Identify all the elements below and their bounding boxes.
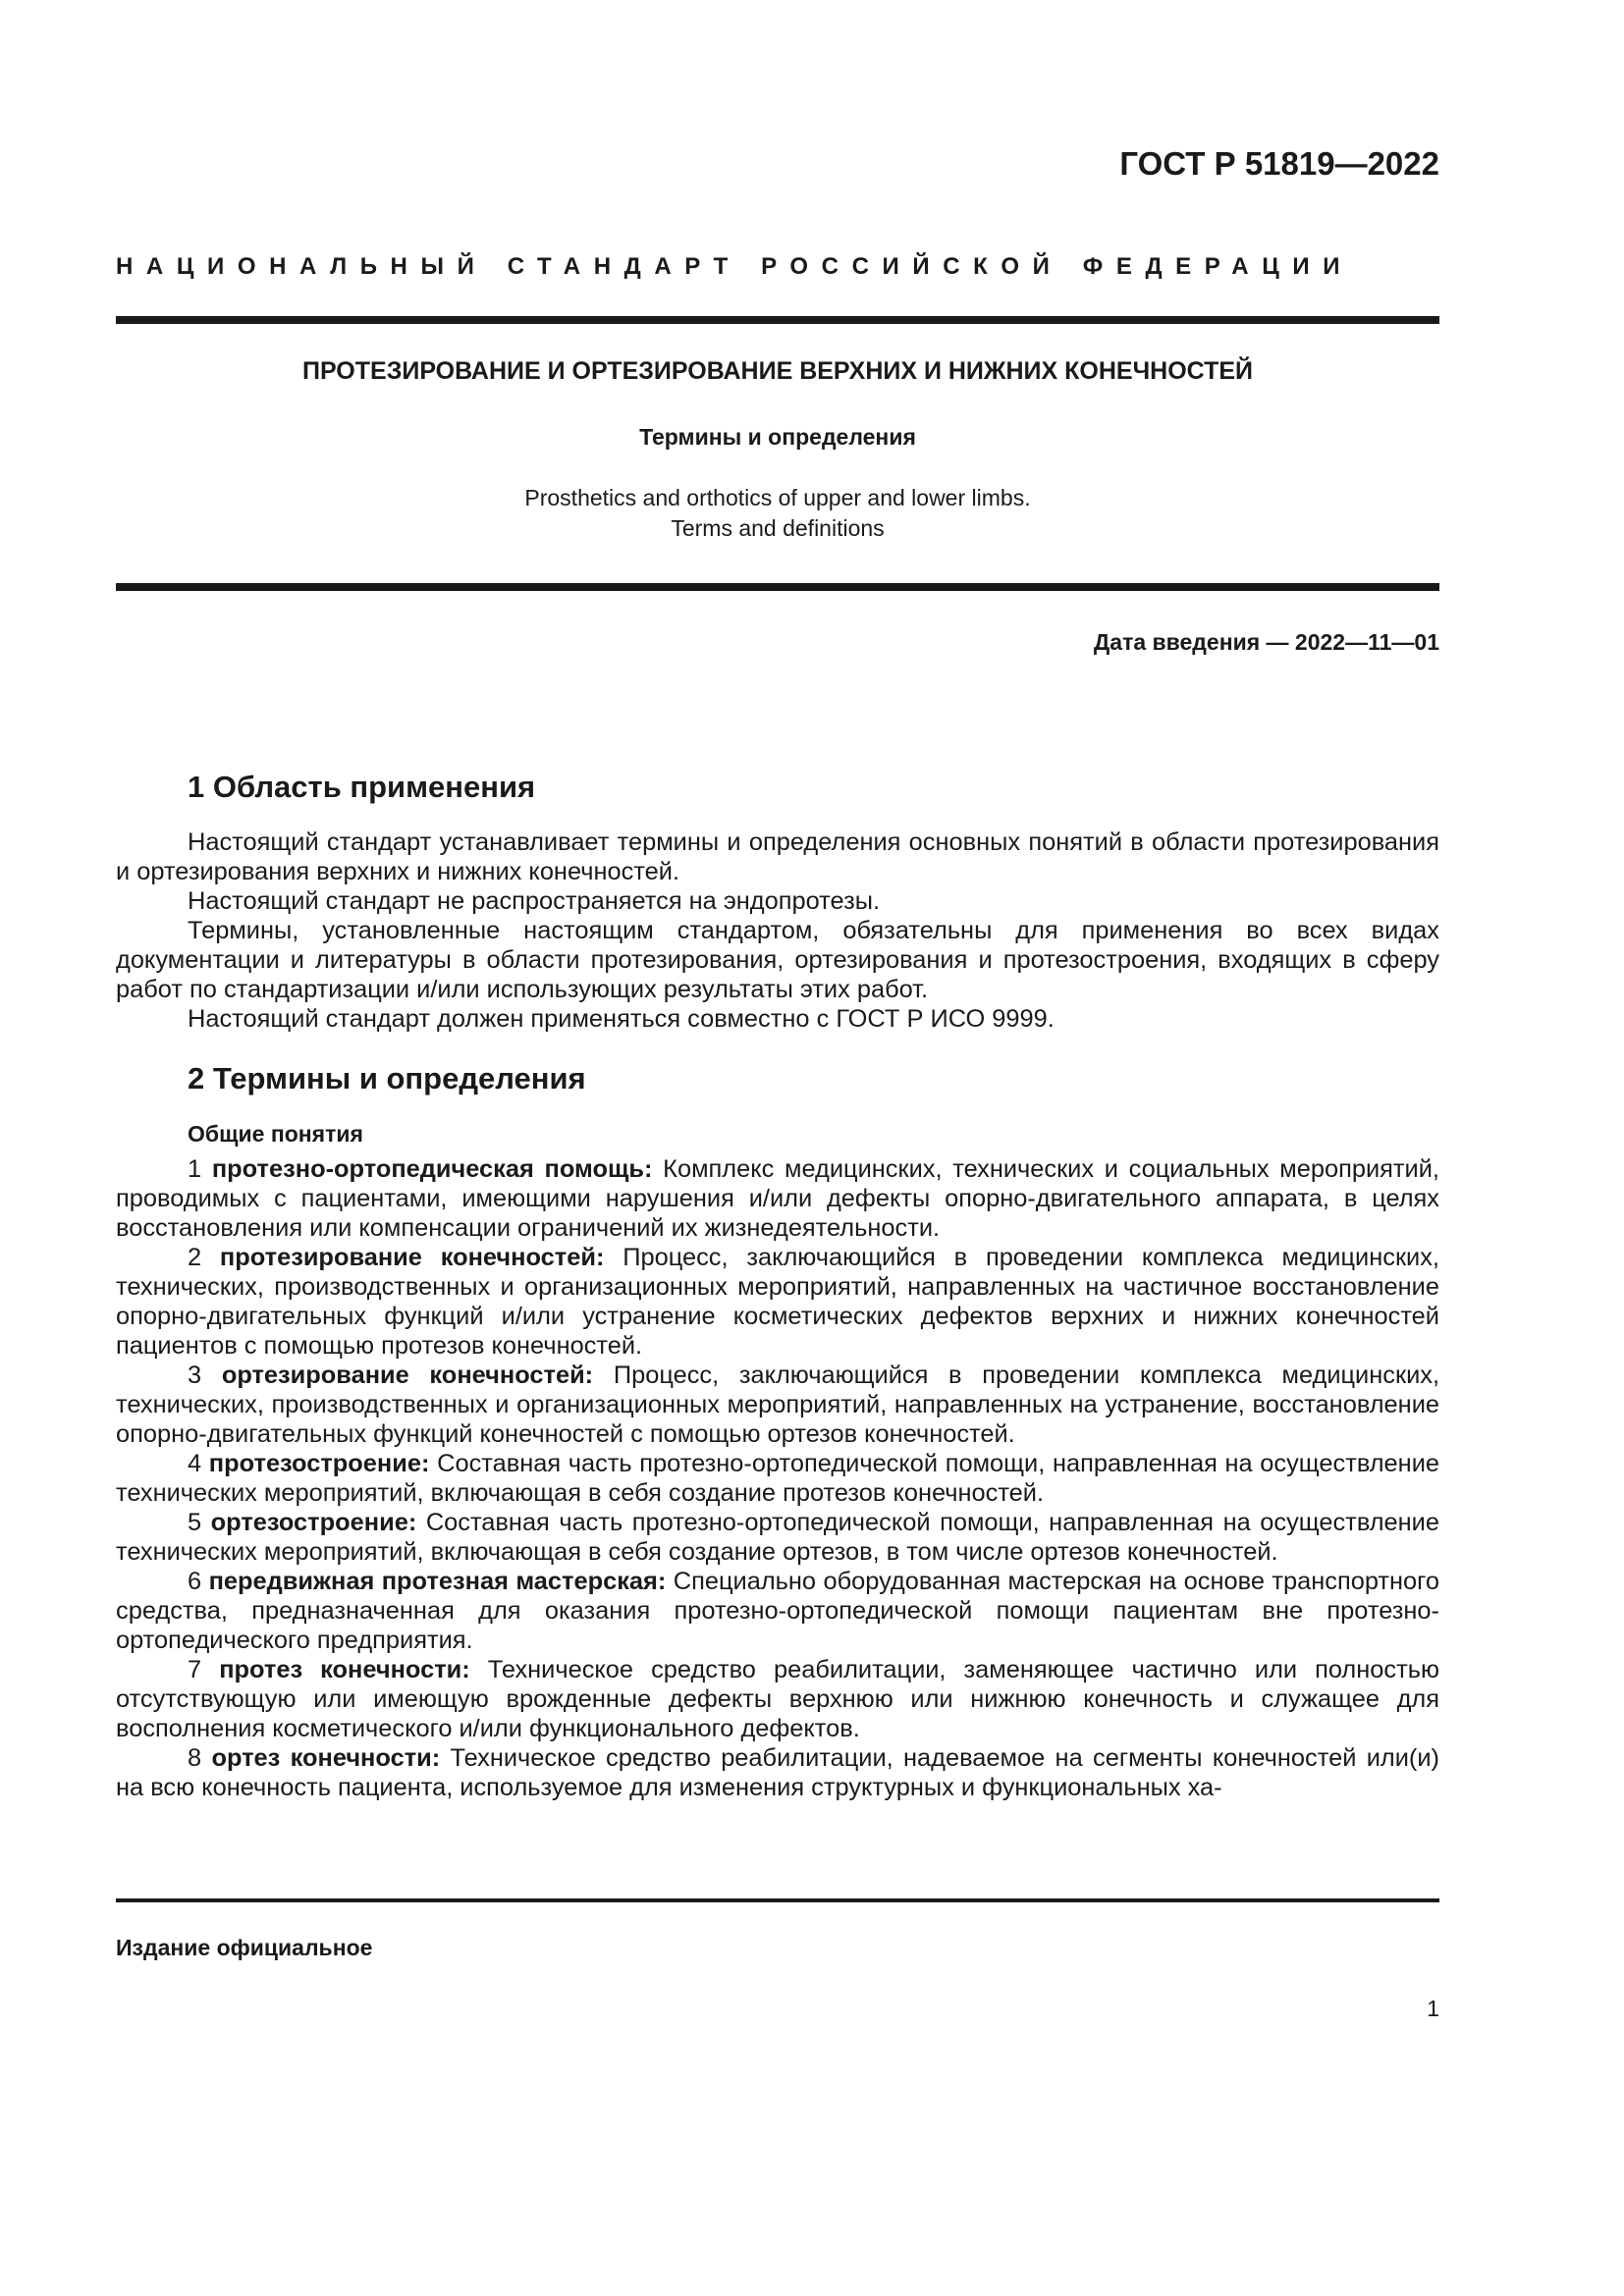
term-number: 5 bbox=[188, 1509, 202, 1536]
introduction-date: Дата введения — 2022—11—01 bbox=[1093, 629, 1439, 655]
section-2-heading: 2 Термины и определения bbox=[188, 1061, 586, 1095]
term-name: ортез конечности: bbox=[211, 1744, 441, 1772]
title-bottom-rule bbox=[116, 583, 1439, 591]
term-name: передвижная протезная мастерская: bbox=[208, 1568, 667, 1595]
term-entry bbox=[116, 1567, 1439, 1655]
term-name: протезно-ортопедическая помощь: bbox=[211, 1155, 653, 1183]
term-definition: Составная часть протезно-ортопедической помощи, направленная на осуществление технических мероприятий, включающая в себя создание протезов конечностей. bbox=[116, 1450, 1439, 1507]
term-number: 3 bbox=[188, 1362, 202, 1389]
section-2-subheading: Общие понятия bbox=[188, 1121, 363, 1147]
term-entry bbox=[116, 1655, 1439, 1743]
top-rule bbox=[116, 316, 1439, 324]
term-definition: Комплекс медицинских, технических и социальных мероприятий, проводимых с пациентами, имеющими нарушения и/или дефекты опорно-двигательного аппарата, в целях восстановления или компенсации ограничений их жизнедеятельности. bbox=[116, 1155, 1439, 1242]
term-number: 4 bbox=[188, 1450, 202, 1477]
term-definition: Техническое средство реабилитации, заменяющее частично или полностью отсутствующую или имеющую врожденные дефекты верхнюю или нижнюю конечность и служащее для восполнения косметического и/или функционального дефектов. bbox=[116, 1656, 1439, 1742]
term-number: 6 bbox=[188, 1568, 202, 1595]
term-definition: Процесс, заключающийся в проведении комплекса медицинских, технических, производственных и организационных мероприятий, направленных на устранение, восстановление опорно-двигательных функций конечностей с помощью ортезов конечностей. bbox=[116, 1362, 1439, 1448]
document-subtitle: Термины и определения bbox=[639, 424, 916, 450]
document-code: ГОСТ Р 51819—2022 bbox=[1119, 145, 1439, 182]
official-edition-label: Издание официальное bbox=[116, 1935, 373, 1960]
term-definition: Техническое средство реабилитации, надеваемое на сегменты конечностей или(и) на всю конечность пациента, используемое для изменения структурных и функциональных ха- bbox=[116, 1744, 1439, 1801]
page-number: 1 bbox=[1427, 1996, 1439, 2021]
term-definition: Процесс, заключающийся в проведении комплекса медицинских, технических, производственных и организационных мероприятий, направленных на частичное восстановление опорно-двигательных функций и/или устранение косметических дефектов верхних и нижних конечностей пациентов с помощью протезов конечностей. bbox=[116, 1244, 1439, 1360]
term-entry bbox=[116, 1154, 1439, 1243]
term-number: 2 bbox=[188, 1244, 202, 1271]
term-entry bbox=[116, 1243, 1439, 1361]
term-number: 1 bbox=[188, 1155, 202, 1183]
document-body bbox=[116, 769, 1439, 1802]
term-entry bbox=[116, 1449, 1439, 1508]
document-title: ПРОТЕЗИРОВАНИЕ И ОРТЕЗИРОВАНИЕ ВЕРХНИХ И НИЖНИХ КОНЕЧНОСТЕЙ bbox=[301, 357, 1253, 385]
term-name: протезостроение: bbox=[208, 1450, 430, 1477]
section-1-paragraph: Настоящий стандарт устанавливает термины и определения основных понятий в области протезирования и ортезирования верхних и нижних конечностей. bbox=[116, 828, 1439, 885]
section-1-paragraph: Термины, установленные настоящим стандартом, обязательны для применения во всех видах документации и литературы в области протезирования, ортезирования и протезостроения, входящих в сферу работ по стандартизации и/или использующих результаты этих работ. bbox=[116, 917, 1439, 1003]
term-number: 7 bbox=[188, 1656, 202, 1683]
term-entry bbox=[116, 1508, 1439, 1567]
english-title-line1: Prosthetics and orthotics of upper and lower limbs. bbox=[524, 485, 1031, 510]
term-name: протезирование конечностей: bbox=[219, 1244, 605, 1271]
term-name: протез конечности: bbox=[219, 1656, 470, 1683]
term-definition: Специально оборудованная мастерская на основе транспортного средства, предназначенная для оказания протезно-ортопедической помощи пациентам вне протезно-ортопедического предприятия. bbox=[116, 1568, 1439, 1654]
term-name: ортезостроение: bbox=[210, 1509, 417, 1536]
national-standard-banner: НАЦИОНАЛЬНЫЙ СТАНДАРТ РОССИЙСКОЙ ФЕДЕРАЦИИ bbox=[116, 253, 1354, 280]
term-entry bbox=[116, 1361, 1439, 1449]
english-title bbox=[116, 483, 1439, 544]
term-entry bbox=[116, 1743, 1439, 1802]
footer-rule bbox=[116, 1898, 1439, 1902]
term-definition: Составная часть протезно-ортопедической помощи, направленная на осуществление технических мероприятий, включающая в себя создание ортезов, в том числе ортезов конечностей. bbox=[116, 1509, 1439, 1566]
term-number: 8 bbox=[188, 1744, 202, 1772]
section-1-heading: 1 Область применения bbox=[188, 770, 536, 804]
english-title-line2: Terms and definitions bbox=[671, 515, 885, 541]
section-1-paragraph: Настоящий стандарт должен применяться совместно с ГОСТ Р ИСО 9999. bbox=[188, 1005, 1055, 1033]
term-name: ортезирование конечностей: bbox=[221, 1362, 594, 1389]
section-1-paragraph: Настоящий стандарт не распространяется на эндопротезы. bbox=[188, 887, 881, 915]
